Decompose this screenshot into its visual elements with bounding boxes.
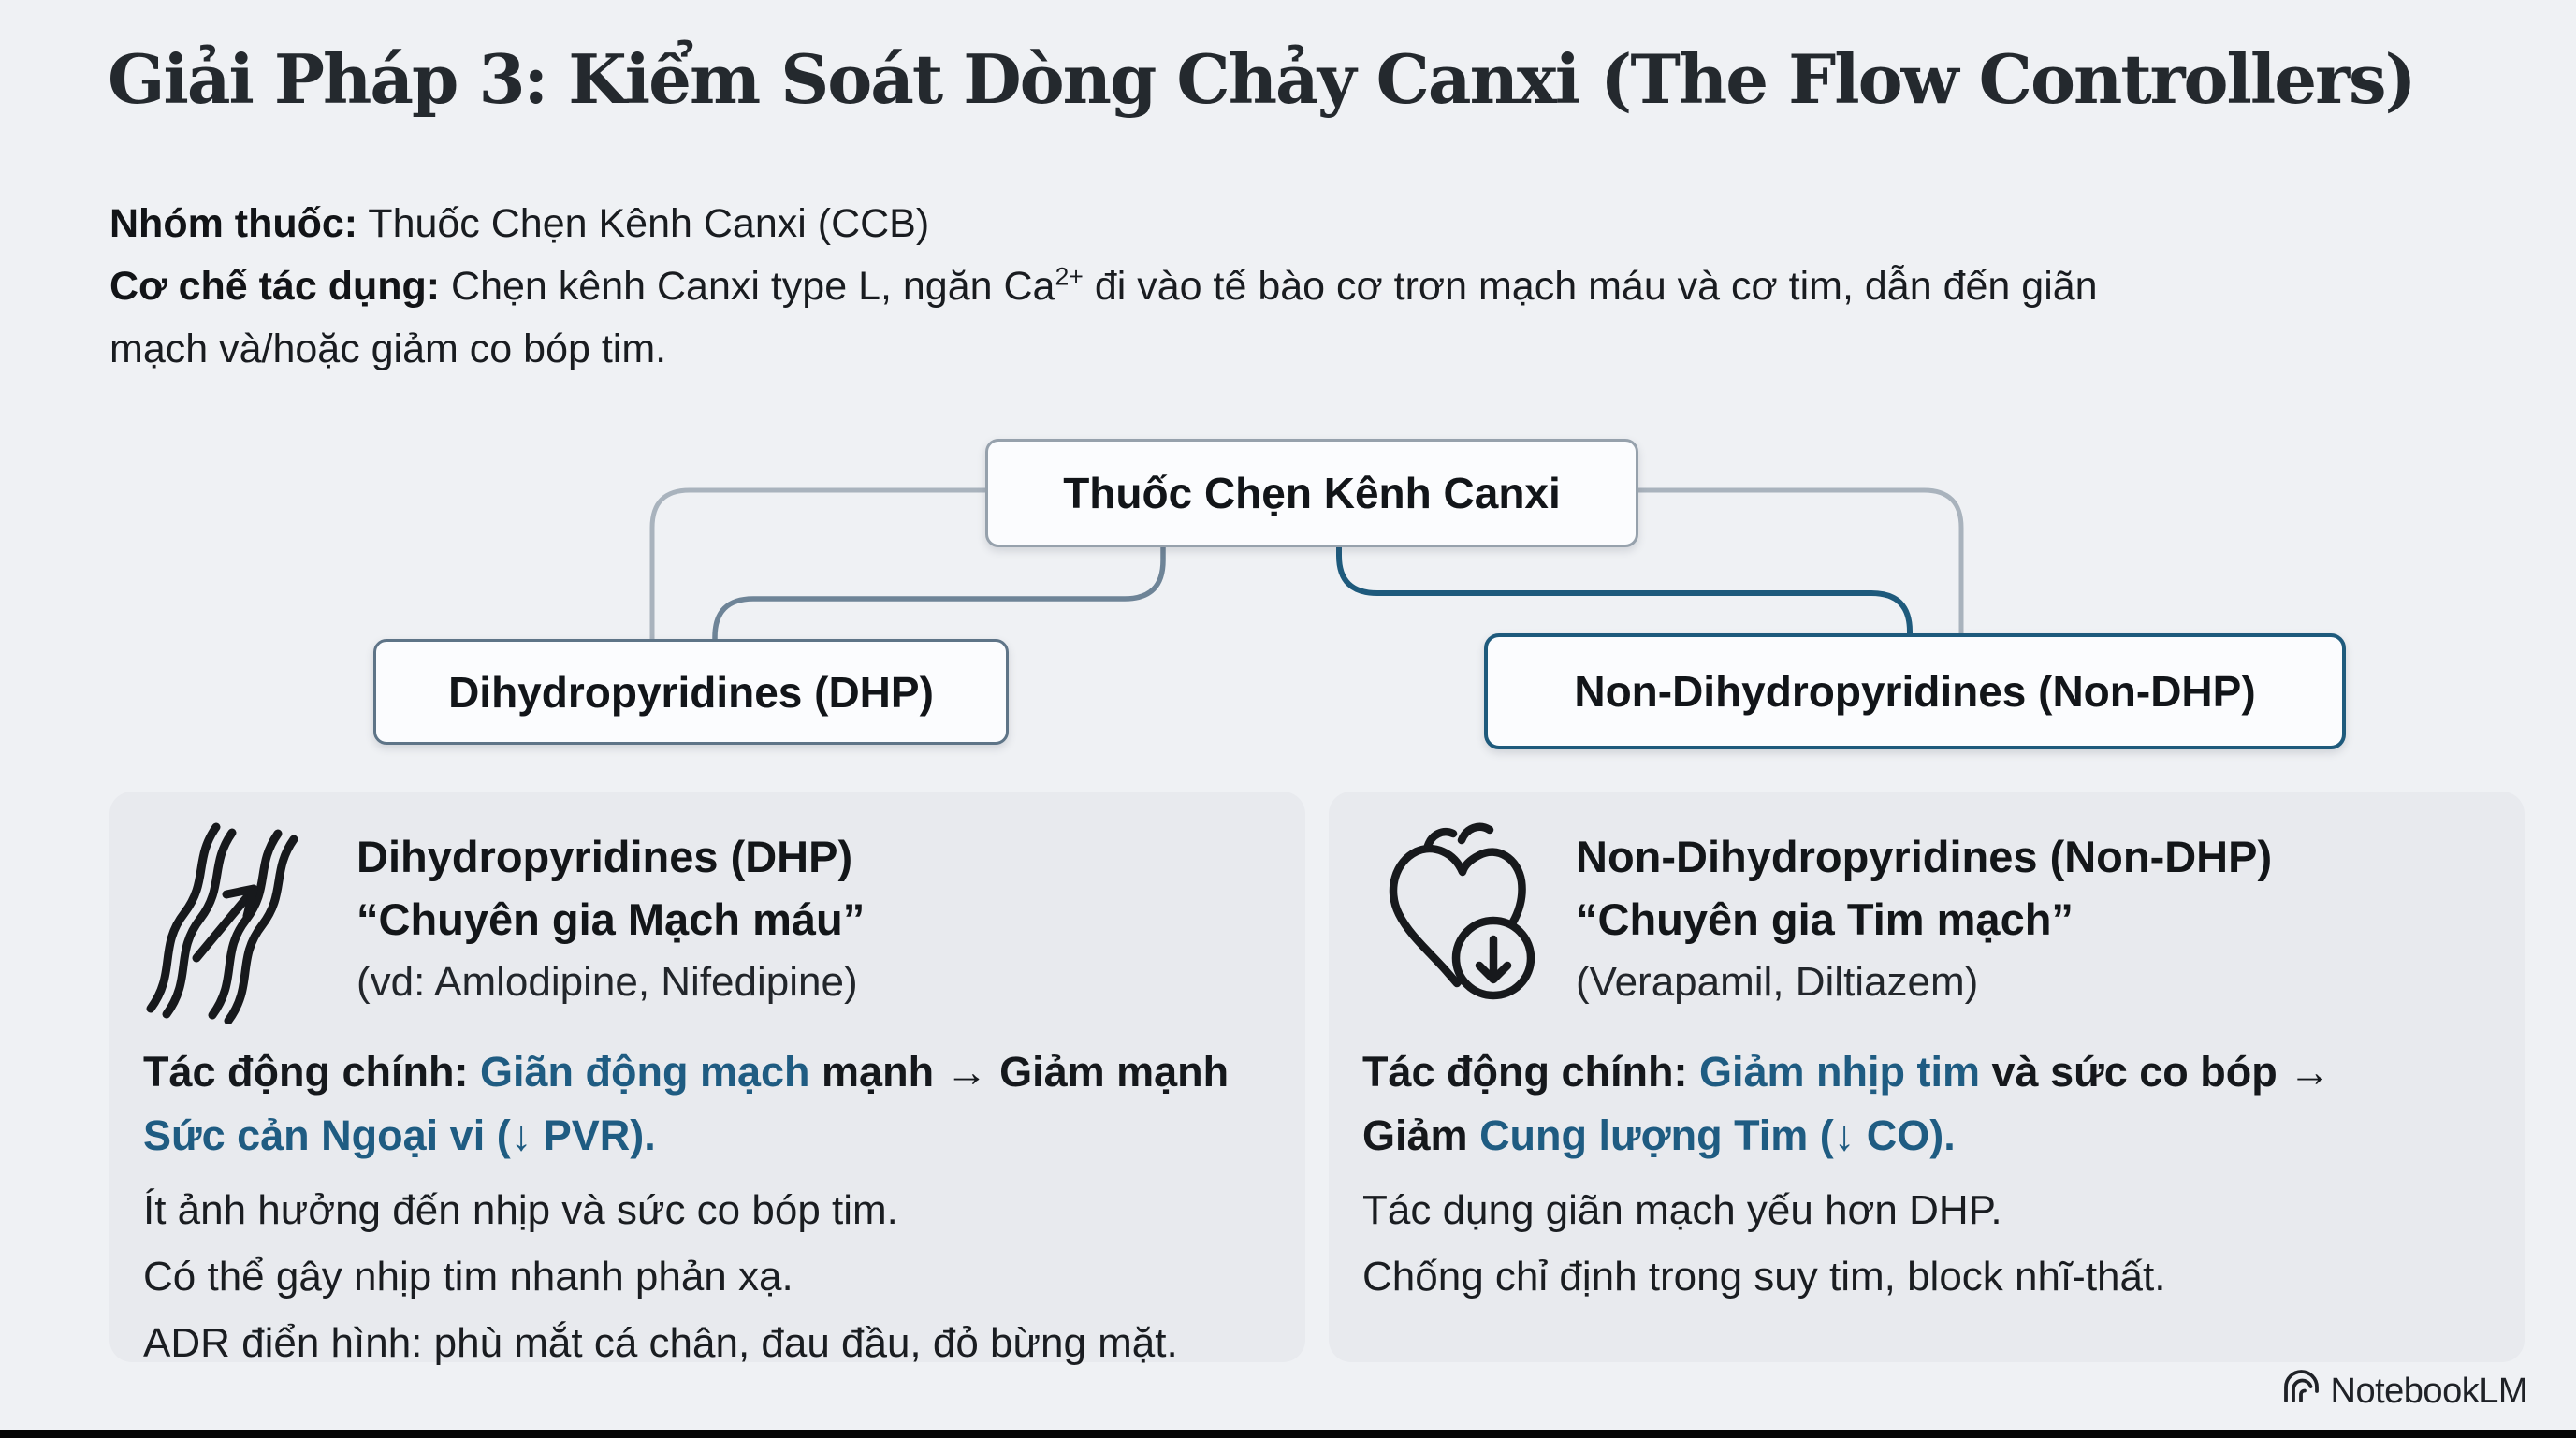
nondhp-effect-highlight-1: Giảm nhịp tim xyxy=(1699,1048,1981,1096)
blood-vessel-arrow-icon xyxy=(138,816,329,1028)
nondhp-effect-line1-end: và sức co bóp → xyxy=(1991,1048,2332,1096)
notebooklm-logo-icon xyxy=(2280,1366,2321,1416)
dhp-notes xyxy=(143,1177,1178,1376)
nondhp-card xyxy=(1329,792,2525,1362)
mechanism-text-line1-end: đi vào tế bào cơ trơn mạch máu và cơ tim, dẫn đến giãn xyxy=(1094,264,2098,309)
dhp-effect-highlight-2: Sức cản Ngoại vi (↓ PVR). xyxy=(143,1111,656,1159)
dhp-effect-label: Tác động chính: xyxy=(143,1048,469,1096)
dhp-note-line: Có thể gây nhịp tim nhanh phản xạ. xyxy=(143,1254,793,1300)
dhp-card-subtitle: “Chuyên gia Mạch máu” xyxy=(357,894,866,944)
mechanism-label: Cơ chế tác dụng: xyxy=(109,264,441,309)
drug-group-value: Thuốc Chẹn Kênh Canxi (CCB) xyxy=(368,201,930,246)
mechanism-text-pre: Chẹn kênh Canxi type L, ngăn Ca xyxy=(451,264,1055,309)
nondhp-card-examples: (Verapamil, Diltiazem) xyxy=(1576,959,1979,1005)
page-title: Giải Pháp 3: Kiểm Soát Dòng Chảy Canxi (The Flow Controllers) xyxy=(108,39,2415,119)
bottom-letterbox-bar xyxy=(0,1430,2576,1438)
mechanism-text-line2: mạch và/hoặc giảm co bóp tim. xyxy=(109,327,667,371)
nondhp-card-title: Non-Dihydropyridines (Non-DHP) xyxy=(1576,832,2273,881)
connector-inner-right xyxy=(1339,538,1910,636)
dhp-card-examples: (vd: Amlodipine, Nifedipine) xyxy=(357,959,858,1005)
dhp-card xyxy=(109,792,1305,1366)
nondhp-card-header xyxy=(1576,825,2272,1013)
flow-node-ccb-root-label: Thuốc Chẹn Kênh Canxi xyxy=(1063,469,1561,517)
flow-node-dhp xyxy=(373,639,1009,745)
intro-text xyxy=(109,193,2524,381)
nondhp-main-effect xyxy=(1362,1040,2509,1168)
nondhp-notes xyxy=(1362,1177,2165,1310)
notebooklm-watermark xyxy=(2280,1366,2527,1416)
dhp-note-line: ADR điển hình: phù mắt cá chân, đau đầu, đỏ bừng mặt. xyxy=(143,1320,1178,1366)
dhp-card-header xyxy=(357,825,865,1013)
flow-node-ccb-root xyxy=(985,439,1638,547)
nondhp-effect-line2-pre: Giảm xyxy=(1362,1111,1468,1159)
flow-node-nondhp-label: Non-Dihydropyridines (Non-DHP) xyxy=(1574,667,2256,716)
nondhp-effect-label: Tác động chính: xyxy=(1362,1048,1688,1096)
nondhp-note-line: Tác dụng giãn mạch yếu hơn DHP. xyxy=(1362,1187,2002,1233)
flow-node-nondhp xyxy=(1484,633,2346,749)
connector-outer-right xyxy=(1630,490,1961,636)
nondhp-effect-highlight-2: Cung lượng Tim (↓ CO). xyxy=(1479,1111,1956,1159)
ca-superscript: 2+ xyxy=(1055,262,1084,291)
dhp-main-effect xyxy=(143,1040,1289,1168)
dhp-effect-line1-end: mạnh → Giảm mạnh xyxy=(822,1048,1230,1096)
nondhp-note-line: Chống chỉ định trong suy tim, block nhĩ-thất. xyxy=(1362,1254,2166,1300)
drug-group-label: Nhóm thuốc: xyxy=(109,201,358,246)
flow-node-dhp-label: Dihydropyridines (DHP) xyxy=(448,667,934,717)
connector-inner-left xyxy=(715,538,1163,642)
connector-outer-left xyxy=(652,490,988,642)
dhp-note-line: Ít ảnh hưởng đến nhịp và sức co bóp tim. xyxy=(143,1187,898,1233)
notebooklm-brand-text: NotebookLM xyxy=(2330,1371,2527,1411)
dhp-effect-highlight-1: Giãn động mạch xyxy=(480,1048,810,1096)
dhp-card-title: Dihydropyridines (DHP) xyxy=(357,832,853,881)
nondhp-card-subtitle: “Chuyên gia Tim mạch” xyxy=(1576,894,2074,944)
heart-rate-down-icon xyxy=(1366,820,1553,1023)
